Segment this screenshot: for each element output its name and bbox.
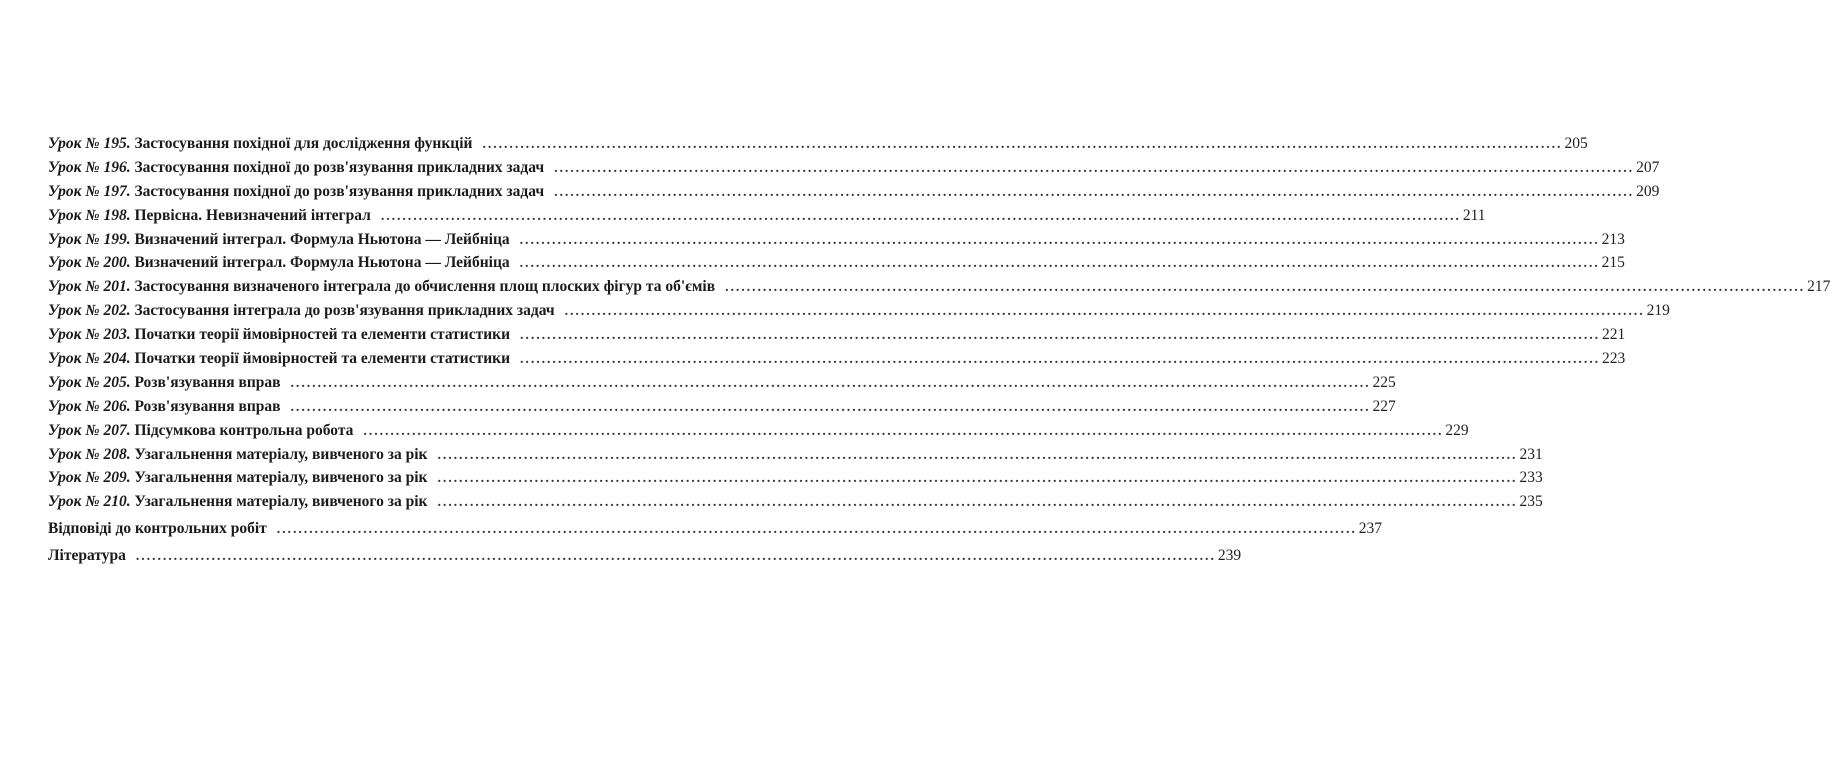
- dot-leader: ........................................................................................................................................................................................................: [437, 447, 1518, 463]
- dot-leader: ........................................................................................................................................................................................................: [437, 471, 1518, 487]
- lesson-number: Урок № 200.: [48, 254, 131, 272]
- entry-label: [48, 347, 510, 371]
- lesson-title: Початки теорії ймовірностей та елементи статистики: [130, 326, 511, 344]
- dot-leader: ........................................................................................................................................................................................................: [290, 375, 1371, 391]
- lesson-number: Урок № 202.: [48, 302, 131, 320]
- toc-entry-203[interactable]: [48, 323, 1626, 347]
- lesson-title: Підсумкова контрольна робота: [130, 421, 354, 439]
- lesson-title: Розв'язування вправ: [130, 397, 281, 415]
- lesson-number: Урок № 195.: [48, 135, 131, 152]
- page-number: 231: [1519, 445, 1543, 463]
- page-number: 225: [1372, 373, 1396, 391]
- entry-label: [48, 204, 371, 228]
- entry-label: [48, 299, 555, 323]
- dot-leader: ........................................................................................................................................................................................................: [520, 328, 1601, 344]
- lesson-title: Визначений інтеграл. Формула Ньютона — Лейбніца: [130, 230, 510, 248]
- toc-entry-202[interactable]: [48, 299, 1670, 323]
- lesson-number: Урок № 210.: [48, 493, 131, 511]
- entry-label: [48, 156, 544, 180]
- lesson-title: Застосування визначеного інтеграла до обчислення площ плоских фігур та об'ємів: [130, 278, 716, 296]
- page-number: 213: [1601, 230, 1625, 248]
- entry-label: [48, 443, 427, 467]
- lesson-title: Застосування похідної для дослідження функцій: [130, 135, 473, 152]
- lesson-number: Урок № 204.: [48, 350, 131, 368]
- entry-label: [48, 275, 715, 299]
- lesson-title: Початки теорії ймовірностей та елементи статистики: [130, 350, 511, 368]
- toc-entry-195[interactable]: [48, 132, 1588, 156]
- lesson-number: Урок № 197.: [48, 182, 131, 200]
- entry-label: [48, 371, 281, 395]
- table-of-contents: [48, 132, 1830, 568]
- lesson-number: Урок № 201.: [48, 278, 131, 296]
- entry-label: [48, 490, 427, 514]
- page-number: 215: [1601, 254, 1625, 272]
- answers-title: Відповіді до контрольних робіт: [48, 520, 267, 538]
- toc-entry-199[interactable]: [48, 228, 1625, 252]
- toc-entry-208[interactable]: [48, 443, 1543, 467]
- lesson-title: Узагальнення матеріалу, вивченого за рік: [130, 493, 428, 511]
- dot-leader: ........................................................................................................................................................................................................: [519, 232, 1600, 248]
- toc-entry-205[interactable]: [48, 371, 1396, 395]
- lesson-number: Урок № 205.: [48, 373, 131, 391]
- entry-label: [48, 395, 281, 419]
- page-number: 239: [1217, 547, 1242, 565]
- toc-entry-209[interactable]: [48, 466, 1543, 490]
- toc-entry-201[interactable]: [48, 275, 1830, 299]
- lesson-number: Урок № 203.: [48, 326, 131, 344]
- toc-entry-198[interactable]: [48, 204, 1486, 228]
- toc-entry-204[interactable]: [48, 347, 1626, 371]
- page-number: 219: [1646, 302, 1670, 320]
- page-number: 211: [1462, 206, 1486, 224]
- page-number: 207: [1636, 158, 1660, 176]
- lesson-title: Визначений інтеграл. Формула Ньютона — Лейбніца: [130, 254, 510, 272]
- page-number: 205: [1564, 135, 1588, 152]
- toc-entry-literature[interactable]: [48, 544, 1242, 568]
- lesson-number: Урок № 206.: [48, 397, 131, 415]
- dot-leader: ........................................................................................................................................................................................................: [520, 352, 1601, 368]
- dot-leader: ........................................................................................................................................................................................................: [135, 549, 1216, 565]
- page-number: 221: [1602, 326, 1626, 344]
- entry-label: [48, 466, 427, 490]
- toc-entry-210[interactable]: [48, 490, 1543, 514]
- lesson-number: Урок № 209.: [48, 469, 131, 487]
- page-number: 229: [1445, 421, 1469, 439]
- dot-leader: ........................................................................................................................................................................................................: [363, 423, 1444, 439]
- page-number: 235: [1519, 493, 1543, 511]
- entry-label: [48, 419, 353, 443]
- lesson-title: Узагальнення матеріалу, вивченого за рік: [130, 469, 428, 487]
- lesson-number: Урок № 208.: [48, 445, 131, 463]
- dot-leader: ........................................................................................................................................................................................................: [725, 280, 1806, 296]
- lesson-number: Урок № 198.: [48, 206, 131, 224]
- page-number: 209: [1636, 182, 1660, 200]
- page-number: 223: [1602, 350, 1626, 368]
- entry-label: [48, 180, 544, 204]
- entry-label: [48, 323, 510, 347]
- toc-entry-207[interactable]: [48, 419, 1469, 443]
- entry-label: [48, 228, 510, 252]
- dot-leader: ........................................................................................................................................................................................................: [554, 160, 1635, 176]
- page-number: 227: [1372, 397, 1396, 415]
- dot-leader: ........................................................................................................................................................................................................: [554, 184, 1635, 200]
- toc-entry-answers[interactable]: [48, 517, 1382, 541]
- lesson-title: Розв'язування вправ: [130, 373, 281, 391]
- lesson-title: Первісна. Невизначений інтеграл: [130, 206, 371, 224]
- lesson-title: Застосування інтеграла до розв'язування прикладних задач: [130, 302, 555, 320]
- dot-leader: ........................................................................................................................................................................................................: [519, 256, 1600, 272]
- entry-label: [48, 132, 472, 156]
- lesson-number: Урок № 199.: [48, 230, 131, 248]
- dot-leader: ........................................................................................................................................................................................................: [564, 304, 1645, 320]
- dot-leader: ........................................................................................................................................................................................................: [437, 495, 1518, 511]
- toc-entry-196[interactable]: [48, 156, 1660, 180]
- page-number: 217: [1807, 278, 1830, 296]
- dot-leader: ........................................................................................................................................................................................................: [380, 208, 1461, 224]
- lesson-number: Урок № 196.: [48, 158, 131, 176]
- lesson-title: Узагальнення матеріалу, вивченого за рік: [130, 445, 428, 463]
- lesson-title: Застосування похідної до розв'язування прикладних задач: [130, 182, 545, 200]
- toc-entry-200[interactable]: [48, 251, 1625, 275]
- entry-label: [48, 251, 510, 275]
- page-number: 233: [1519, 469, 1543, 487]
- lesson-title: Застосування похідної до розв'язування прикладних задач: [130, 158, 545, 176]
- dot-leader: ........................................................................................................................................................................................................: [482, 137, 1563, 152]
- dot-leader: ........................................................................................................................................................................................................: [276, 522, 1357, 538]
- toc-entry-197[interactable]: [48, 180, 1660, 204]
- toc-entry-206[interactable]: [48, 395, 1396, 419]
- literature-title: Література: [48, 547, 126, 565]
- page-number: 237: [1358, 520, 1382, 538]
- lesson-number: Урок № 207.: [48, 421, 131, 439]
- dot-leader: ........................................................................................................................................................................................................: [290, 399, 1371, 415]
